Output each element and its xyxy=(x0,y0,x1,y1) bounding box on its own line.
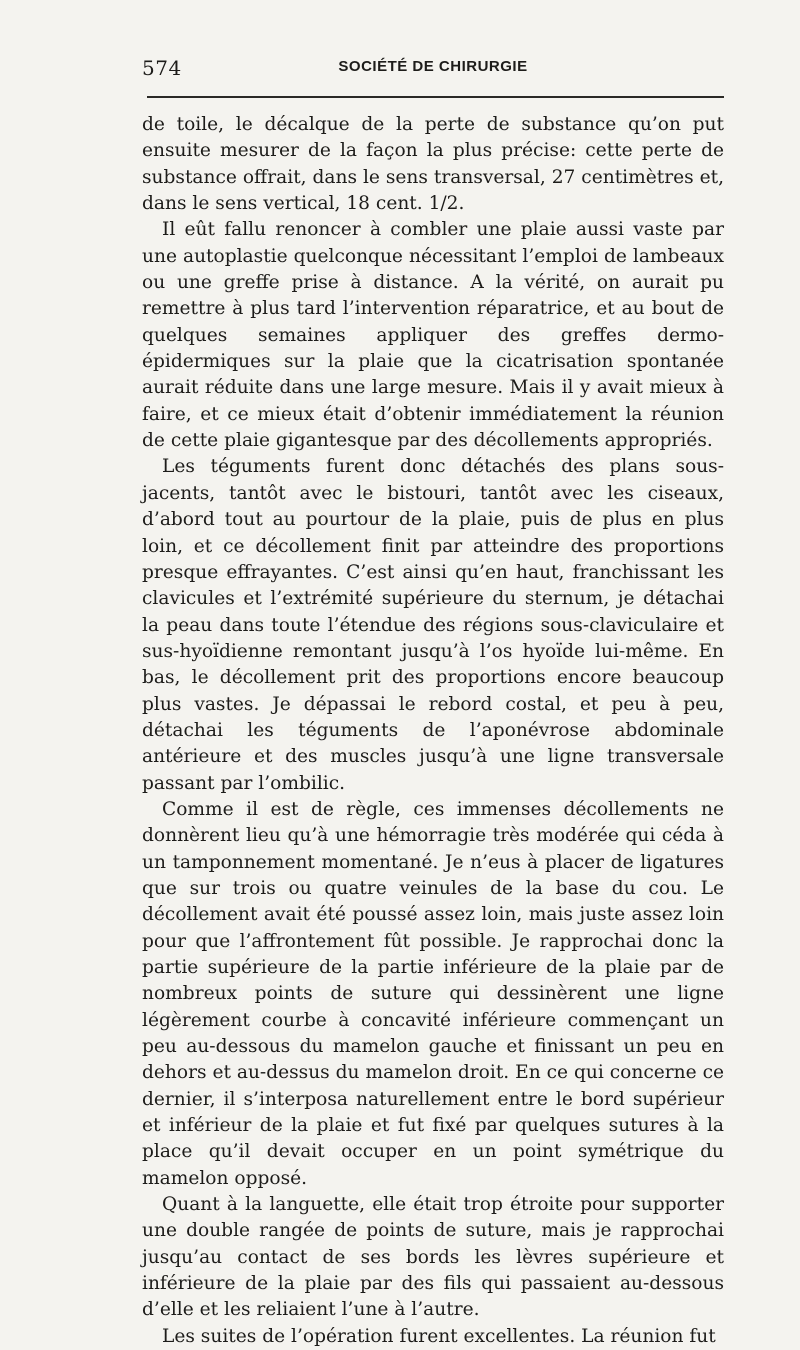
journal-title: SOCIÉTÉ DE CHIRURGIE xyxy=(338,58,528,75)
page-number: 574 xyxy=(142,56,182,80)
paragraph: Les téguments furent donc détachés des plans sous-jacents, tantôt avec le bistouri, tantôt avec les ciseaux, d’abord tout au pourtour de la plaie, puis de plus en plus loin, et ce décollement finit par atteindre des proportions presque effrayantes. C’est ainsi qu’en haut, franchissant les clavicules et l’extrémité supérieure du sternum, je détachai la peau dans toute l’étendue des régions sous-claviculaire et sus-hyoïdienne remontant jusqu’à l’os hyoïde lui-même. En bas, le décollement prit des proportions encore beaucoup plus vastes. Je dépassai le rebord costal, et peu à peu, détachai les téguments de l’aponévrose abdominale antérieure et des muscles jusqu’à une ligne transversale passant par l’ombilic. xyxy=(142,456,724,794)
paragraph: Quant à la languette, elle était trop étroite pour supporter une double rangée de points de suture, mais je rapprochai jusqu’au contact de ses bords les lèvres supérieure et inférieure de la plaie par des fils qui passaient au-dessous d’elle et les reliaient l’une à l’autre. xyxy=(142,1194,724,1321)
paragraph: Comme il est de règle, ces immenses décollements ne donnèrent lieu qu’à une hémorragie très modérée qui céda à un tamponnement momentané. Je n’eus à placer de ligatures que sur trois ou quatre veinules de la base du cou. Le décollement avait été poussé assez loin, mais juste assez loin pour que l’affrontement fût possible. Je rapprochai donc la partie supérieure de la partie inférieure de la plaie par de nombreux points de suture qui dessinèrent une ligne légèrement courbe à concavité inférieure commençant un peu au-dessous du mamelon gauche et finissant un peu en dehors et au-dessus du mamelon droit. En ce qui concerne ce dernier, il s’interposa naturellement entre le bord supérieur et inférieur de la plaie et fut fixé par quelques sutures à la place qu’il devait occuper en un point symétrique du mamelon opposé. xyxy=(142,798,724,1189)
paragraph: de toile, le décalque de la perte de substance qu’on put ensuite mesurer de la façon la plus précise: cette perte de substance offrait, dans le sens transversal, 27 centimètres et, dans le sens vertical, 18 cent. 1/2. xyxy=(142,114,724,215)
body-text xyxy=(142,112,724,1350)
paragraph: Il eût fallu renoncer à combler une plaie aussi vaste par une autoplastie quelconque nécessitant l’emploi de lambeaux ou une greffe prise à distance. A la vérité, on aurait pu remettre à plus tard l’intervention réparatrice, et au bout de quelques semaines appliquer des greffes dermo-épidermiques sur la plaie que la cicatrisation spontanée aurait réduite dans une large mesure. Mais il y avait mieux à faire, et ce mieux était d’obtenir immédiatement la réunion de cette plaie gigantesque par des décollements appropriés. xyxy=(142,219,724,452)
paragraph: Les suites de l’opération furent excellentes. La réunion fut xyxy=(162,1325,716,1347)
header-rule xyxy=(147,96,724,98)
running-head xyxy=(142,56,724,80)
